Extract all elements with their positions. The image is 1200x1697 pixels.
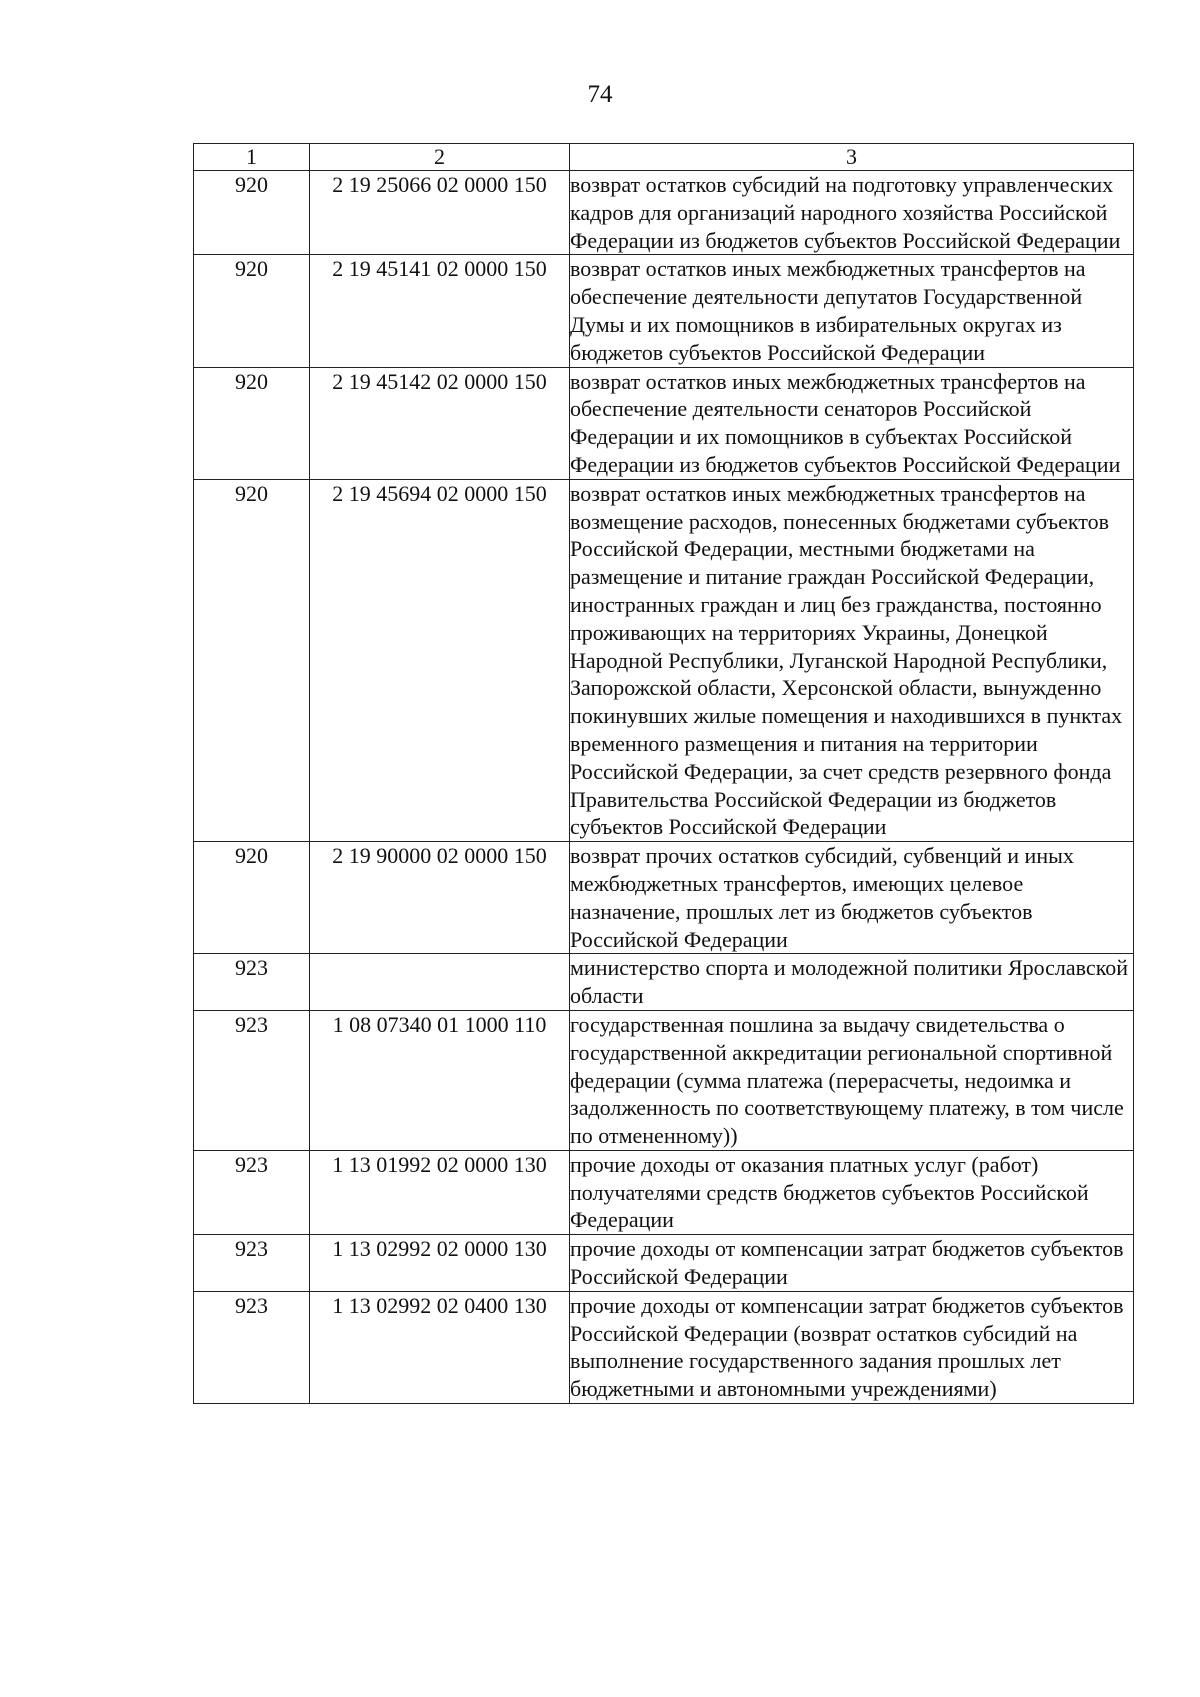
admin-code-cell: 923: [194, 1235, 310, 1292]
description-cell: прочие доходы от компенсации затрат бюджетов субъектов Российской Федерации: [570, 1235, 1134, 1292]
table-row: [194, 1235, 1134, 1292]
budget-code-cell: 2 19 45141 02 0000 150: [310, 255, 570, 367]
table-row: [194, 255, 1134, 367]
column-header-3: 3: [570, 144, 1134, 171]
revenue-codes-table: [193, 143, 1134, 1404]
budget-code-cell: [310, 954, 570, 1011]
admin-code-cell: 920: [194, 367, 310, 479]
budget-code-cell: 1 13 02992 02 0400 130: [310, 1291, 570, 1403]
description-cell: возврат прочих остатков субсидий, субвенций и иных межбюджетных трансфертов, имеющих целевое назначение, прошлых лет из бюджетов субъектов Российской Федерации: [570, 842, 1134, 954]
table-header-row: [194, 144, 1134, 171]
budget-code-cell: 2 19 90000 02 0000 150: [310, 842, 570, 954]
description-cell: прочие доходы от компенсации затрат бюджетов субъектов Российской Федерации (возврат остатков субсидий на выполнение государственного задания прошлых лет бюджетными и автономными учреждениями): [570, 1291, 1134, 1403]
table-row: [194, 842, 1134, 954]
budget-code-cell: 1 13 01992 02 0000 130: [310, 1150, 570, 1234]
table-row: [194, 1150, 1134, 1234]
budget-code-cell: 1 08 07340 01 1000 110: [310, 1010, 570, 1150]
admin-code-cell: 920: [194, 255, 310, 367]
description-cell: возврат остатков иных межбюджетных трансфертов на обеспечение деятельности сенаторов Российской Федерации и их помощников в субъектах Российской Федерации из бюджетов субъектов Российской Федерации: [570, 367, 1134, 479]
budget-code-cell: 2 19 45694 02 0000 150: [310, 479, 570, 841]
table-row: [194, 171, 1134, 255]
table-row: [194, 954, 1134, 1011]
description-cell: возврат остатков иных межбюджетных трансфертов на возмещение расходов, понесенных бюджетами субъектов Российской Федерации, местными бюджетами на размещение и питание граждан Российской Федерации, иностранных граждан и лиц без гражданства, постоянно проживающих на территориях Украины, Донецкой Народной Республики, Луганской Народной Республики, Запорожской области, Херсонской области, вынужденно покинувших жилые помещения и находившихся в пунктах временного размещения и питания на территории Российской Федерации, за счет средств резервного фонда Правительства Российской Федерации из бюджетов субъектов Российской Федерации: [570, 479, 1134, 841]
table-row: [194, 1291, 1134, 1403]
budget-code-cell: 2 19 25066 02 0000 150: [310, 171, 570, 255]
admin-code-cell: 920: [194, 171, 310, 255]
description-cell: государственная пошлина за выдачу свидетельства о государственной аккредитации региональной спортивной федерации (сумма платежа (перерасчеты, недоимка и задолженность по соответствующему платежу, в том числе по отмененному)): [570, 1010, 1134, 1150]
description-cell: возврат остатков субсидий на подготовку управленческих кадров для организаций народного хозяйства Российской Федерации из бюджетов субъектов Российской Федерации: [570, 171, 1134, 255]
table-row: [194, 1010, 1134, 1150]
admin-code-cell: 920: [194, 842, 310, 954]
description-cell: возврат остатков иных межбюджетных трансфертов на обеспечение деятельности депутатов Государственной Думы и их помощников в избирательных округах из бюджетов субъектов Российской Федерации: [570, 255, 1134, 367]
table-row: [194, 367, 1134, 479]
column-header-2: 2: [310, 144, 570, 171]
admin-code-cell: 923: [194, 1150, 310, 1234]
admin-code-cell: 920: [194, 479, 310, 841]
admin-code-cell: 923: [194, 1291, 310, 1403]
column-header-1: 1: [194, 144, 310, 171]
budget-code-cell: 2 19 45142 02 0000 150: [310, 367, 570, 479]
page-number: 74: [587, 81, 613, 108]
table-row: [194, 479, 1134, 841]
description-cell: прочие доходы от оказания платных услуг (работ) получателями средств бюджетов субъектов Российской Федерации: [570, 1150, 1134, 1234]
description-cell: министерство спорта и молодежной политики Ярославской области: [570, 954, 1134, 1011]
budget-code-cell: 1 13 02992 02 0000 130: [310, 1235, 570, 1292]
admin-code-cell: 923: [194, 1010, 310, 1150]
admin-code-cell: 923: [194, 954, 310, 1011]
